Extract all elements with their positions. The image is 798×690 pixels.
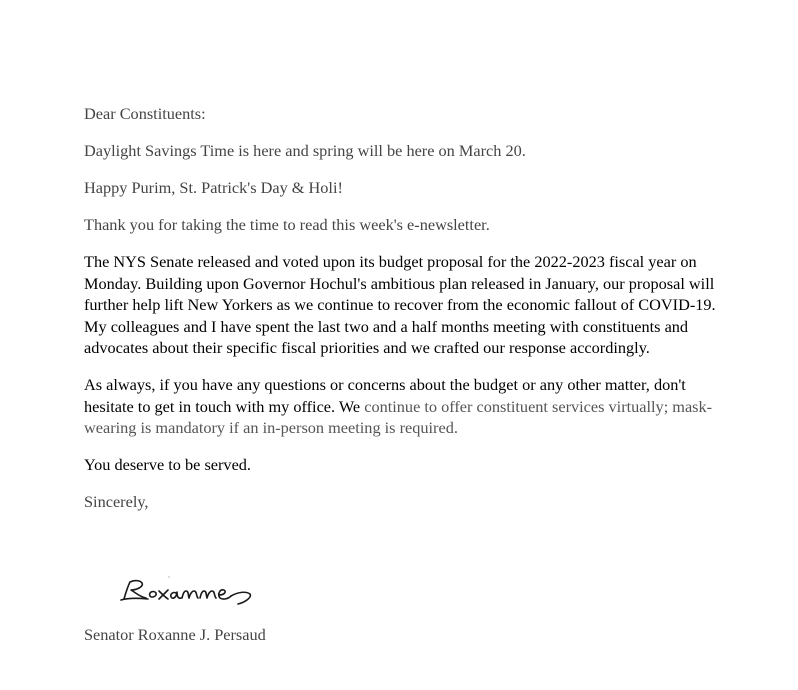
letter-body	[84, 103, 724, 528]
salutation: Dear Constituents:	[84, 104, 206, 123]
paragraph-thank-you: Thank you for taking the time to read this week's e-newsletter.	[84, 215, 490, 234]
paragraph-holidays: Happy Purim, St. Patrick's Day & Holi!	[84, 178, 343, 197]
signer-name: Senator Roxanne J. Persaud	[84, 625, 266, 644]
paragraph-budget: The NYS Senate released and voted upon its budget proposal for the 2022-2023 fiscal year on Monday. Building upon Governor Hochul's ambitious plan released in January, our proposal will further help lift New Yorkers as we continue to recover from the economic fallout of COVID-19. My colleagues and I have spent the last two and a half months meeting with constituents and advocates about their specific fiscal priorities and we crafted our response accordingly.	[84, 252, 716, 357]
paragraph-contact	[84, 374, 724, 439]
closing: Sincerely,	[84, 492, 149, 511]
paragraph-contact-part2: continue to offer constituent services virtually; mask-wearing is mandatory if an in-person meeting is required.	[84, 396, 713, 437]
paragraph-daylight-savings: Daylight Savings Time is here and spring will be here on March 20.	[84, 141, 526, 160]
handwritten-signature	[118, 574, 260, 608]
paragraph-contact-part1: As always, if you have any questions or concerns about the budget or any other matter, don't hesitate to get in touch with my office. We	[84, 375, 686, 416]
paragraph-deserve: You deserve to be served.	[84, 455, 252, 474]
